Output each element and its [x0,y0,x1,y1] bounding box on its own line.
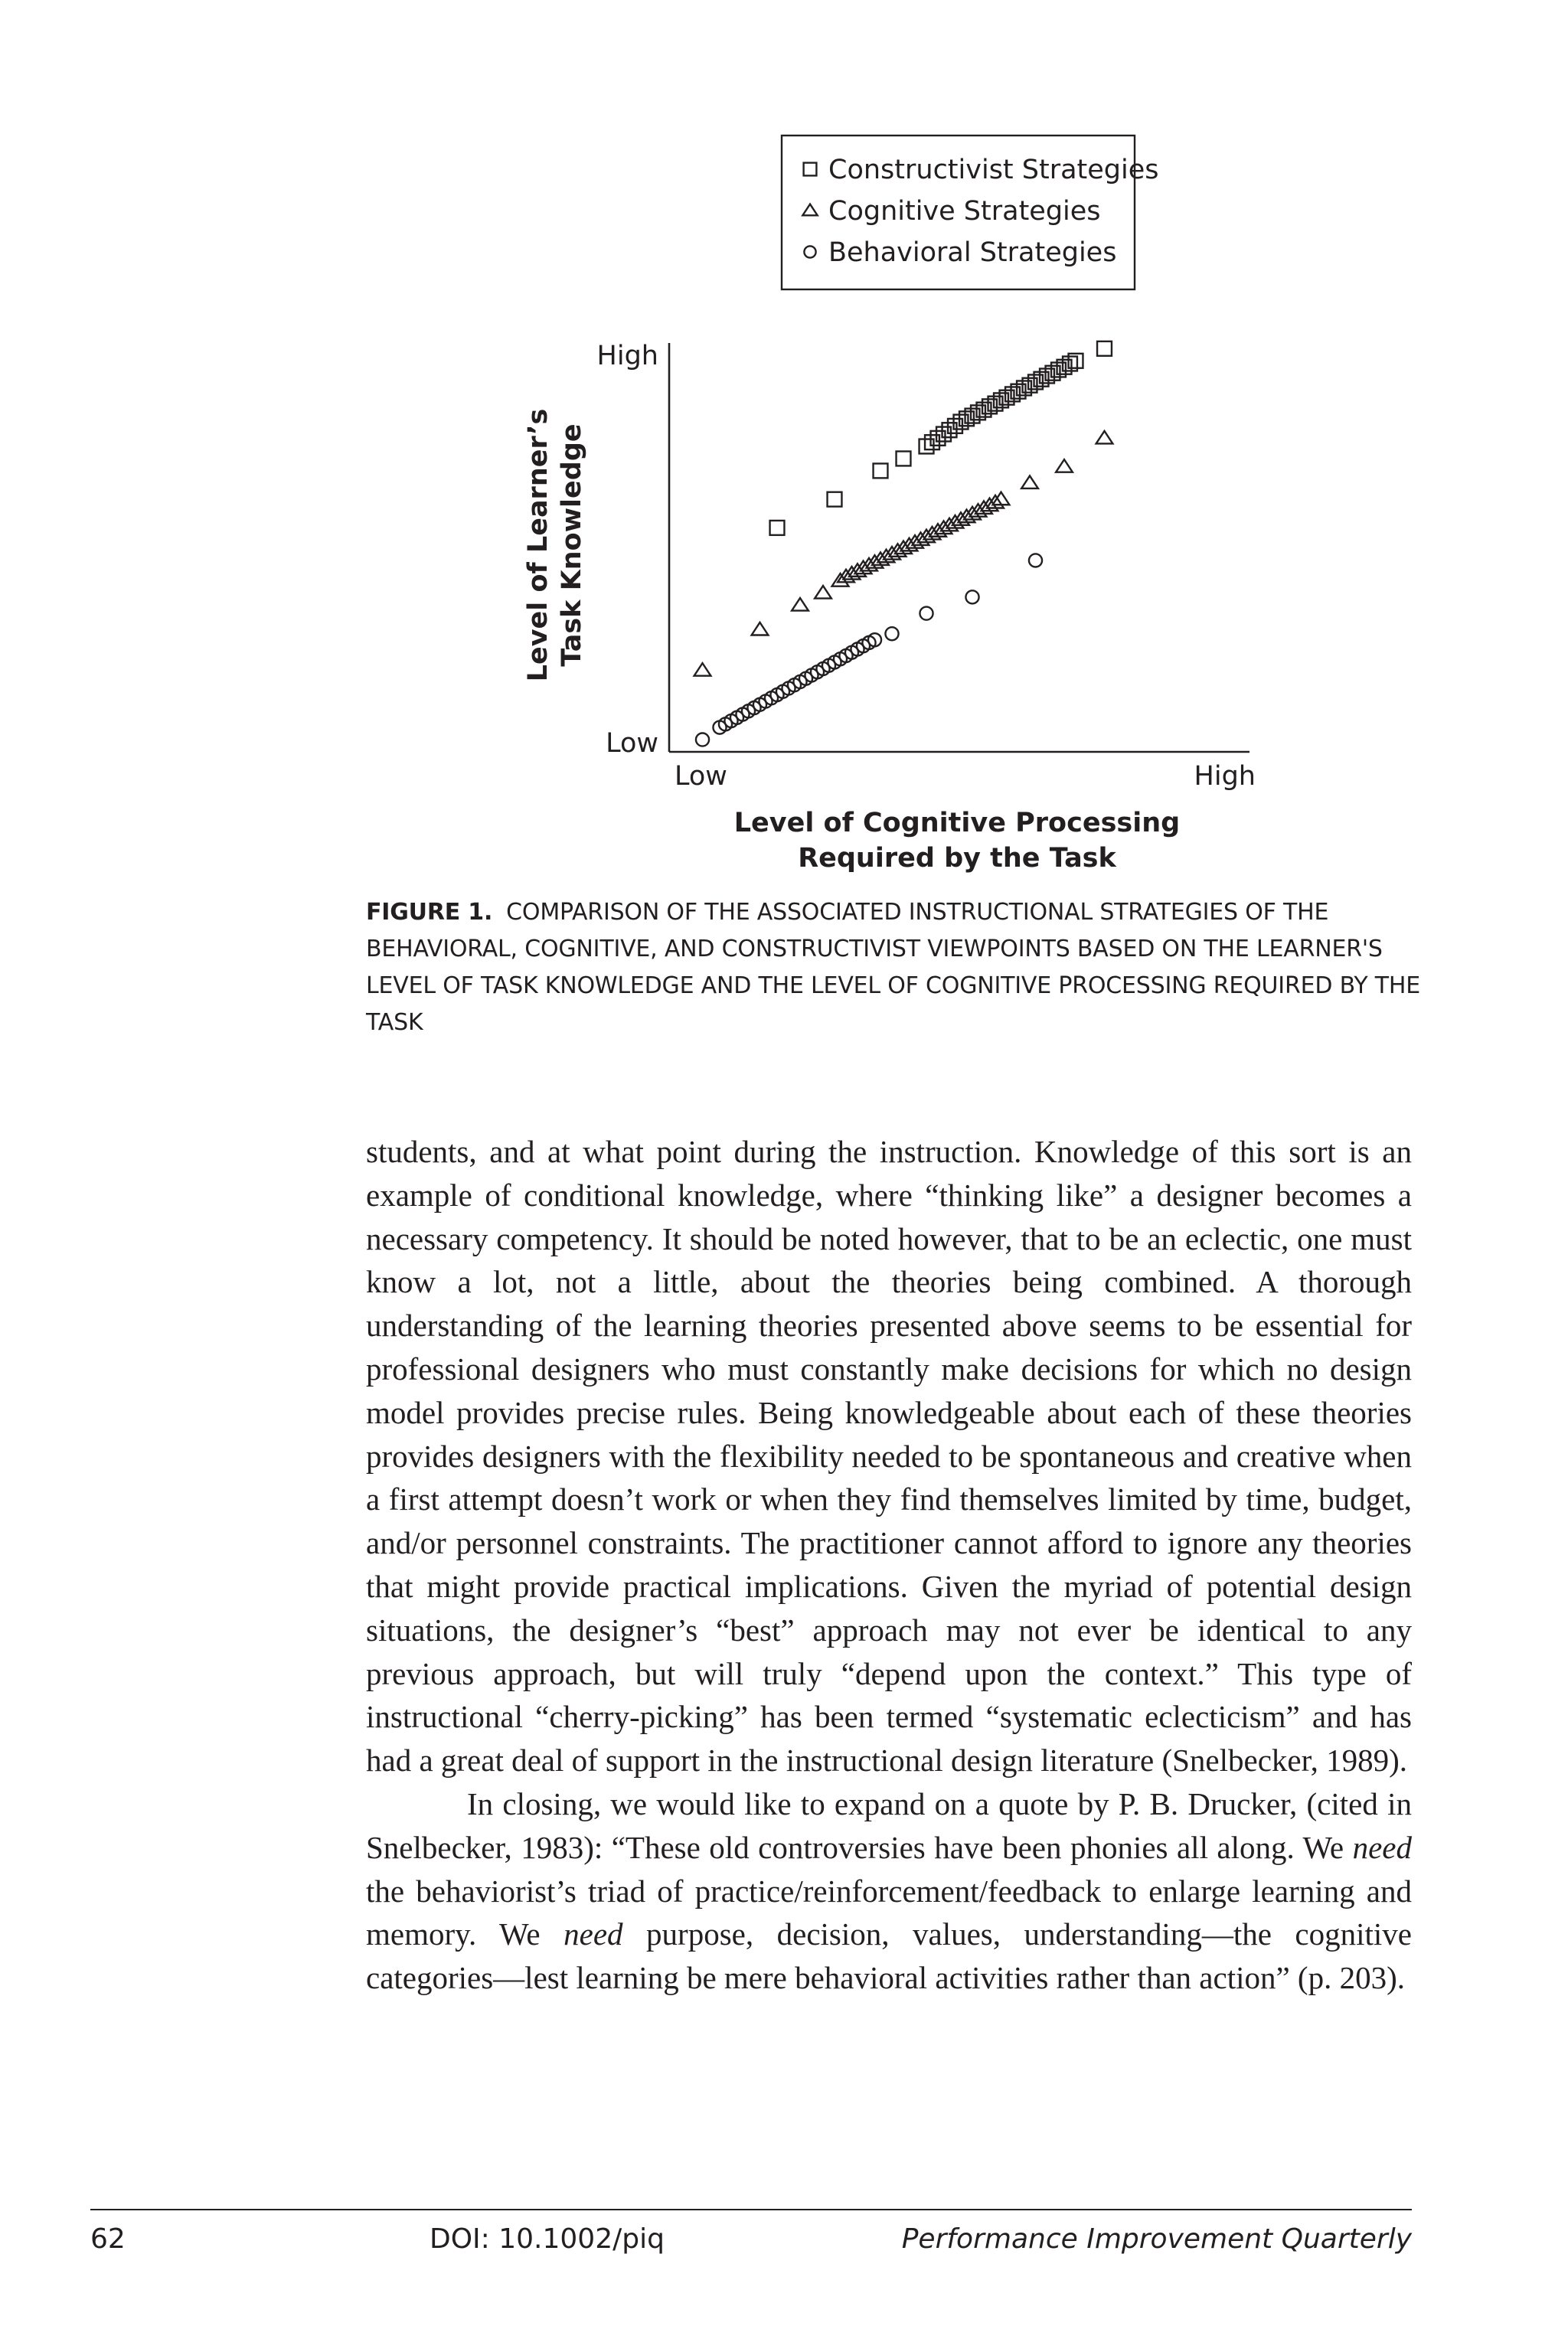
triangle-point [694,663,711,676]
caption-lead: FIGURE 1. [366,899,493,926]
page-footer [90,2220,1412,2259]
square-point [1097,341,1112,356]
emphasis: need [564,1916,623,1952]
x-axis-title: Level of Cognitive Processing [733,808,1181,838]
footer-rule [90,2209,1412,2210]
paragraph: students, and at what point during the instruction. Knowledge of this sort is an example of conditional knowledge, where “thinking like” a designer becomes a necessary competency. It should be noted however, that to be an eclectic, one must know a lot, not a little, about the theories being combined. A thorough understanding of the learning theories presented above seems to be essential for professional designers who must constantly make decisions for which no design model provides precise rules. Being knowledgeable about each of these theories provides designers with the flexibility needed to be spontaneous and creative when a first attempt doesn’t work or when they find themselves limited by time, budget, and/or personnel constraints. The practitioner cannot afford to ignore any theories that might provide practical implications. Given the myriad of potential design situations, the designer’s “best” approach may not ever be identical to any previous approach, but will truly “depend upon the context.” This type of instructional “cherry-picking” has been termed “systematic eclecticism” and has had a great deal of support in the instructional design literature (Snelbecker, 1989). [366,1134,1412,1779]
body-text [366,1130,1412,2000]
y-axis-title: Task Knowledge [557,423,587,667]
figure-caption [366,894,1438,1041]
chart-legend [782,136,1159,289]
square-point [874,463,888,478]
scatter-chart [0,0,1568,888]
chart-axes [669,343,1250,752]
triangle-point [1056,459,1073,472]
paragraph-text: the behaviorist’s triad of practice/reinforcement/feedback to enlarge learning and memory. We [366,1873,1412,1952]
figure-1 [0,0,1568,1072]
legend-label: Cognitive Strategies [828,196,1101,227]
legend-marker-square [804,163,817,176]
page-number: 62 [90,2223,126,2255]
triangle-point [752,622,769,635]
caption-text: COMPARISON OF THE ASSOCIATED INSTRUCTIONAL STRATEGIES OF THE BEHAVIORAL, COGNITIVE, AND CONSTRUCTIVIST VIEWPOINTS BASED ON THE LEARNER'S LEVEL OF TASK KNOWLEDGE AND THE LEVEL OF COGNITIVE PROCESSING REQUIRED BY THE TASK [366,899,1421,1036]
square-point [770,521,785,535]
x-tick-label-low: Low [675,761,727,792]
chart-labels [523,341,1256,874]
paragraph-text: In closing, we would like to expand on a quote by P. B. Drucker, (cited in Snelbecker, 1983): “These old controversies have been phonies all along. We [366,1785,1412,1865]
circle-point [920,607,933,620]
y-axis-title: Level of Learner’s [523,408,554,682]
legend-label: Constructivist Strategies [828,155,1159,185]
y-tick-label-low: Low [606,728,658,759]
emphasis: need [1352,1829,1412,1865]
circle-point [1029,554,1042,567]
chart-marks [694,341,1113,746]
legend-marker-circle [804,246,815,257]
paragraph [366,1782,1412,2000]
triangle-point [815,586,831,599]
journal-title: Performance Improvement Quarterly [901,2223,1412,2255]
square-point [828,492,842,507]
doi-text: DOI: 10.1002/piq [430,2223,665,2255]
paragraph-text: purpose, decision, values, understanding—the cognitive categories—lest learning be mere behavioral activities rather than action” (p. 203). [366,1916,1412,1996]
circle-point [885,627,898,640]
triangle-point [1021,475,1038,488]
x-tick-label-high: High [1194,761,1256,792]
y-tick-label-high: High [596,341,658,371]
circle-point [696,733,709,746]
triangle-point [1096,431,1113,444]
legend-marker-triangle [802,204,817,216]
circle-point [965,590,978,603]
legend-label: Behavioral Strategies [828,237,1117,268]
square-point [897,452,911,466]
triangle-point [792,598,808,611]
x-axis-title: Required by the Task [798,843,1116,874]
